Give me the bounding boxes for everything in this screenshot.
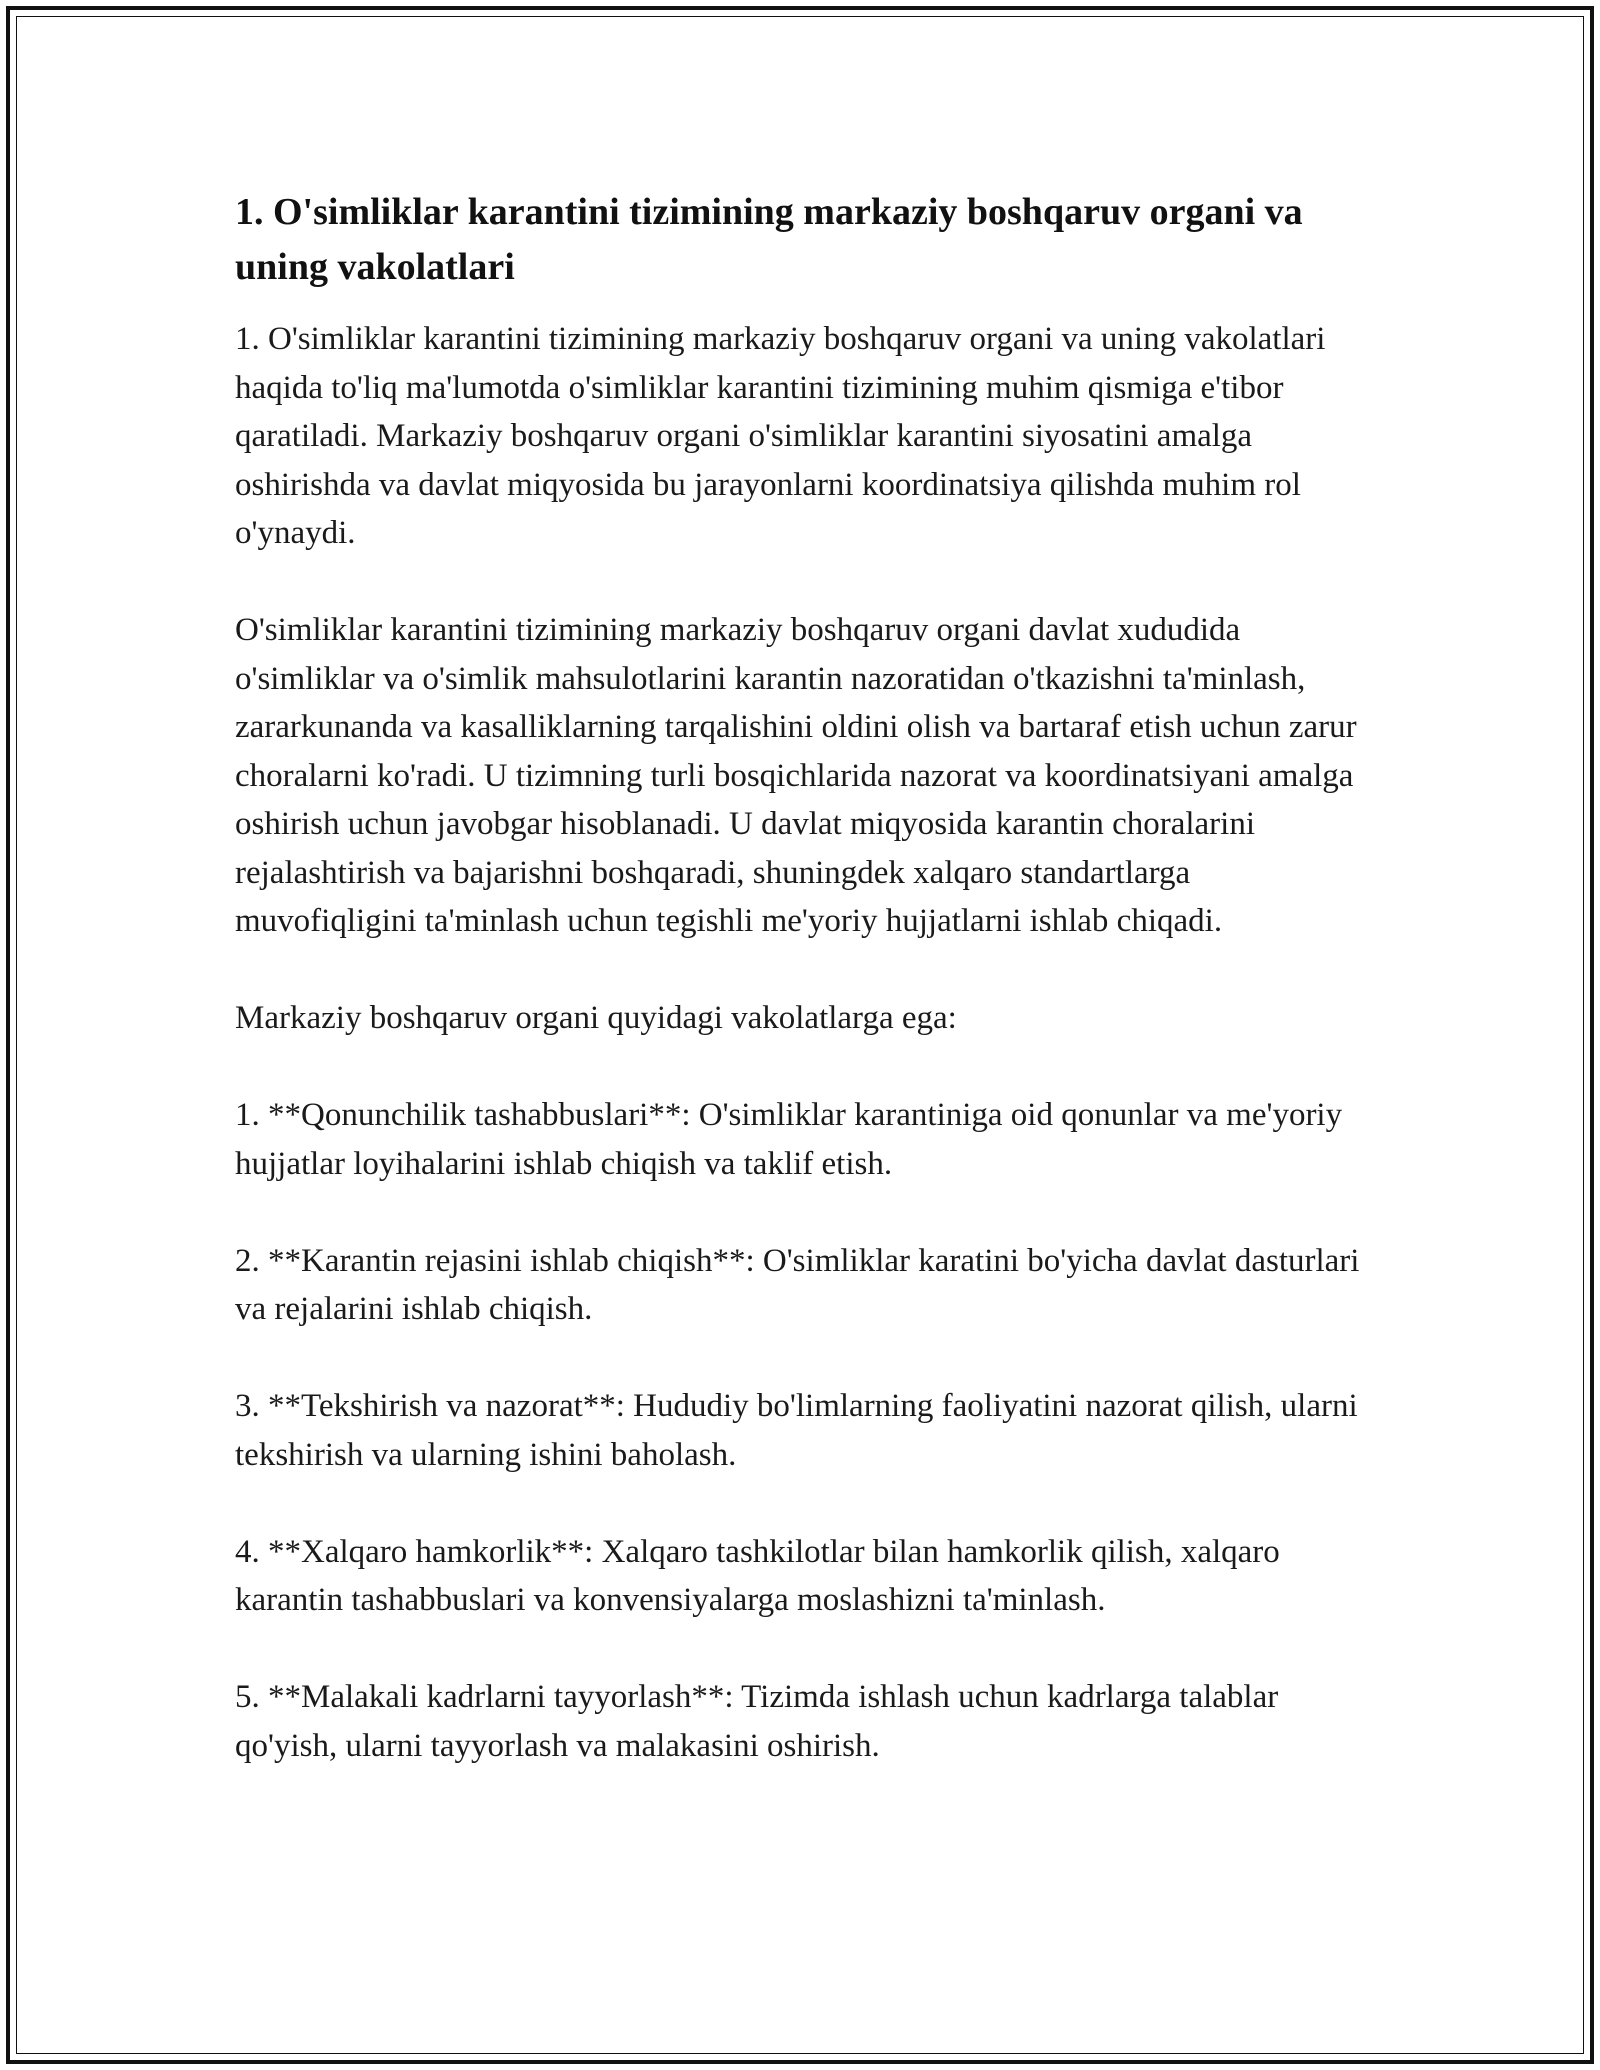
paragraph-description: O'simliklar karantini tizimining markaziy boshqaruv organi davlat xududida o'simliklar va o'simlik mahsulotlarini karantin nazoratidan o'tkazishni ta'minlash, zararkunanda va kasalliklarning tarqalishini oldini olish va bartaraf etish uchun zarur choralarni ko'radi. U tizimning turli bosqichlarida nazorat va koordinatsiyani amalga oshirish uchun javobgar hisoblanadi. U davlat miqyosida karantin choralarini rejalashtirish va bajarishni boshqaradi, shuningdek xalqaro standartlarga muvofiqligini ta'minlash uchun tegishli me'yoriy hujjatlarni ishlab chiqadi. — [235, 612, 1357, 939]
list-item-inspection: 3. **Tekshirish va nazorat**: Hududiy bo'limlarning faoliyatini nazorat qilish, ularni tekshirish va ularning ishini baholash. — [235, 1388, 1358, 1473]
paragraph-intro: 1. O'simliklar karantini tizimining markaziy boshqaruv organi va uning vakolatlari haqida to'liq ma'lumotda o'simliklar karantini tizimining muhim qismiga e'tibor qaratiladi. Markaziy boshqaruv organi o'simliklar karantini siyosatini amalga oshirishda va davlat miqyosida bu jarayonlarni koordinatsiya qilishda muhim rol o'ynaydi. — [235, 321, 1326, 551]
list-item-quarantine-plan: 2. **Karantin rejasini ishlab chiqish**: O'simliklar karatini bo'yicha davlat dasturlari va rejalarini ishlab chiqish. — [235, 1242, 1360, 1327]
paragraph-list-intro: Markaziy boshqaruv organi quyidagi vakolatlarga ega: — [235, 1000, 957, 1036]
list-item-training: 5. **Malakali kadrlarni tayyorlash**: Tizimda ishlash uchun kadrlarga talablar qo'yish, ularni tayyorlash va malakasini oshirish. — [235, 1679, 1279, 1764]
document-title: 1. O'simliklar karantini tizimining markaziy boshqaruv organi va uning vakolatlari — [235, 191, 1303, 288]
document-body — [235, 185, 1375, 1819]
list-item-legislative: 1. **Qonunchilik tashabbuslari**: O'simliklar karantiniga oid qonunlar va me'yoriy hujjatlar loyihalarini ishlab chiqish va taklif etish. — [235, 1097, 1343, 1182]
list-item-international: 4. **Xalqaro hamkorlik**: Xalqaro tashkilotlar bilan hamkorlik qilish, xalqaro karantin tashabbuslari va konvensiyalarga moslashizni ta'minlash. — [235, 1533, 1280, 1618]
